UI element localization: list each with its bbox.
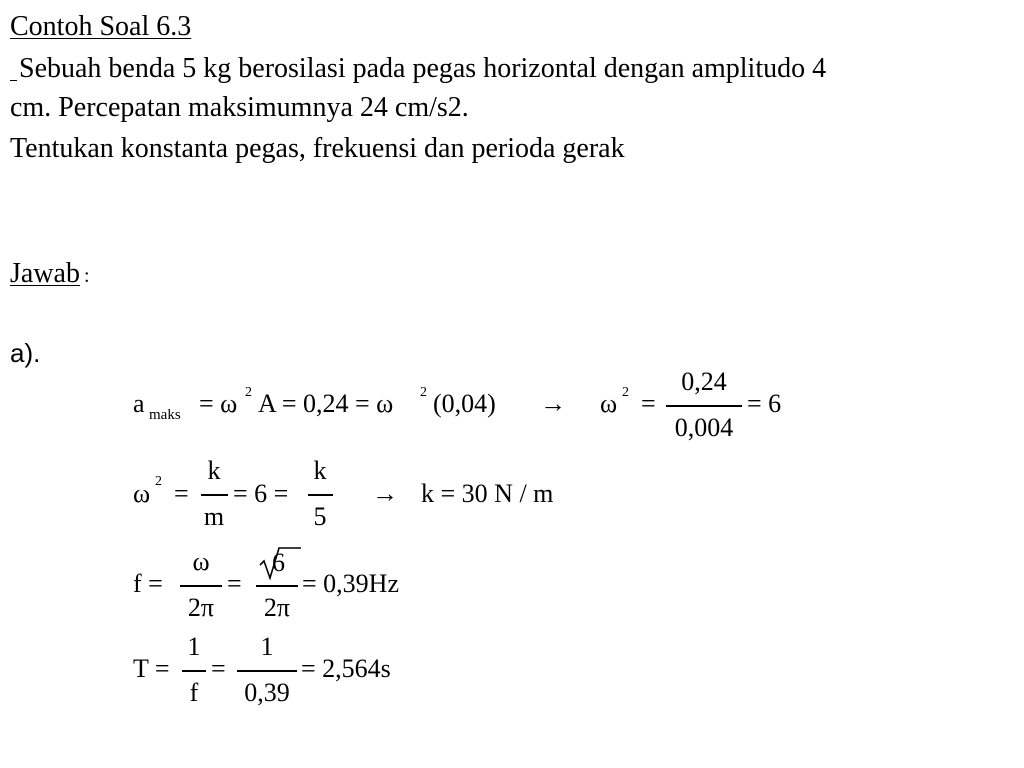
eq4-fraction-2-denominator: 0,39 xyxy=(244,678,290,707)
problem-title: Contoh Soal 6.3 xyxy=(10,11,192,42)
eq1-a: a xyxy=(133,389,145,418)
eq1-subscript-maks: maks xyxy=(149,407,181,423)
answer-heading xyxy=(10,258,90,292)
eq2-fraction-2-bar xyxy=(308,494,333,496)
eq4-equals: = xyxy=(211,654,226,683)
problem-line-1-text: Sebuah benda 5 kg berosilasi pada pegas horizontal dengan amplitudo 4 xyxy=(19,53,827,84)
eq2-sup: 2 xyxy=(155,474,162,489)
eq4-lhs: T = xyxy=(133,654,170,683)
answer-heading-text: Jawab xyxy=(10,258,80,289)
eq2-fraction-2-denominator: 5 xyxy=(313,502,327,531)
eq2-fraction-1-numerator: k xyxy=(207,456,221,485)
eq4-fraction-2-bar xyxy=(237,670,297,672)
eq3-equals: = xyxy=(227,569,242,598)
eq3-fraction-1-numerator: ω xyxy=(192,547,210,576)
eq4-fraction-1-numerator: 1 xyxy=(187,632,201,661)
eq4-result: = 2,564s xyxy=(301,654,391,683)
eq1-omega-rhs: ω xyxy=(600,389,618,418)
eq2-result: k = 30 N / m xyxy=(421,479,554,508)
eq1-eq-omega: = ω xyxy=(199,389,238,418)
eq1-paren: (0,04) xyxy=(433,389,496,418)
eq3-fraction-2-bar xyxy=(256,585,298,587)
eq4-fraction-1-bar xyxy=(182,670,206,672)
eq3-fraction-1-denominator: 2π xyxy=(187,593,215,622)
eq2-fraction-1-bar xyxy=(201,494,228,496)
problem-text-line-1 xyxy=(10,53,826,85)
answer-colon: : xyxy=(83,265,90,287)
eq3-fraction-2-denominator: 2π xyxy=(263,593,291,622)
eq1-middle: A = 0,24 = ω xyxy=(258,389,394,418)
underline-marker xyxy=(10,53,19,85)
eq1-result: = 6 xyxy=(747,389,782,418)
eq2-fraction-1-denominator: m xyxy=(203,502,225,531)
part-a-label: a). xyxy=(10,338,41,368)
eq4-fraction-2-numerator: 1 xyxy=(260,632,274,661)
arrow-icon: → xyxy=(540,389,566,418)
eq3-lhs: f = xyxy=(133,569,163,598)
eq1-fraction-numerator: 0,24 xyxy=(681,367,727,396)
eq1-fraction-denominator: 0,004 xyxy=(674,413,734,442)
problem-text-line-3: Tentukan konstanta pegas, frekuensi dan perioda gerak xyxy=(10,133,625,164)
arrow-icon: → xyxy=(372,479,398,508)
eq1-sup-1: 2 xyxy=(245,385,252,400)
eq1-sup-2: 2 xyxy=(420,385,427,400)
eq2-omega: ω xyxy=(133,479,151,508)
eq2-middle: = 6 = xyxy=(233,479,289,508)
eq3-fraction-2-numerator: 6 xyxy=(272,548,285,577)
eq2-fraction-2-numerator: k xyxy=(313,456,327,485)
eq3-result: = 0,39Hz xyxy=(302,569,399,598)
eq1-equals: = xyxy=(641,389,656,418)
eq1-sup-3: 2 xyxy=(622,385,629,400)
eq1-fraction-bar xyxy=(666,405,742,407)
problem-text-line-2: cm. Percepatan maksimumnya 24 cm/s2. xyxy=(10,92,469,123)
eq3-fraction-1-bar xyxy=(180,585,222,587)
eq2-equals-1: = xyxy=(174,479,189,508)
eq4-fraction-1-denominator: f xyxy=(189,678,199,707)
